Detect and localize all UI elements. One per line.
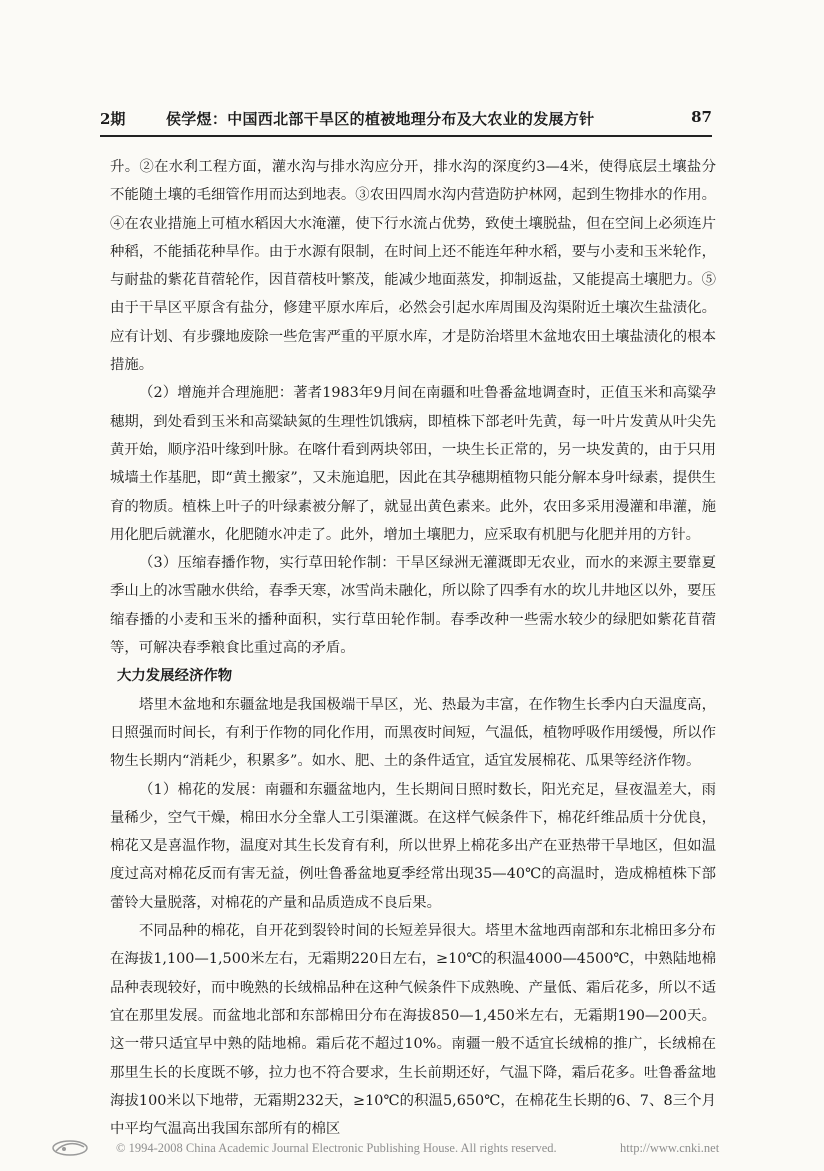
paragraph-fertilizer: （2）增施并合理施肥：著者1983年9月间在南疆和吐鲁番盆地调查时，正值玉米和高粱孕穗期，到处看到玉米和高粱缺氮的生理性饥饿病，即植株下部老叶先黄，每一叶片发黄从叶尖先黄开始，顺序沿叶缘到叶脉。在喀什看到两块邻田，一块生长正常的，另一块发黄的，由于只用城墙土作基肥，即“黄土搬家”，又未施追肥，因此在其孕穗期植物只能分解本身叶绿素，提供生育的物质。植株上叶子的叶绿素被分解了，就显出黄色素来。此外，农田多采用漫灌和串灌，施用化肥后就灌水，化肥随水冲走了。此外，增加土壤肥力，应采取有机肥与化肥并用的方针。 <box>110 385 716 543</box>
paragraph-economic-crops: 塔里木盆地和东疆盆地是我国极端干旱区，光、热最为丰富，在作物生长季内白天温度高，日照强而时间长，有利于作物的同化作用，而黑夜时间短，气温低，植物呼吸作用缓慢，所以作物生长期内“消耗少，积累多”。如水、肥、土的条件适宜，适宜发展棉花、瓜果等经济作物。 <box>110 696 716 770</box>
copyright-notice: © 1994-2008 China Academic Journal Electronic Publishing House. All rights reserved. <box>116 1141 557 1155</box>
paragraph-spring-crops: （3）压缩春播作物，实行草田轮作制：干旱区绿洲无灌溉即无农业，而水的来源主要靠夏季山上的冰雪融水供给，春季天寒，冰雪尚未融化，所以除了四季有水的坎儿井地区以外，要压缩春播的小麦和玉米的播种面积，实行草田轮作制。春季改种一些需水较少的绿肥如紫花苜蓿等，可解决春季粮食比重过高的矛盾。 <box>110 555 716 657</box>
article-title: 侯学煜：中国西北部干旱区的植被地理分布及大农业的发展方针 <box>166 110 595 128</box>
footer-url-link[interactable]: http://www.cnki.net <box>620 1141 720 1155</box>
issue-label: 2期 <box>100 110 126 128</box>
page-number: 87 <box>691 108 712 126</box>
section-heading: 大力发展经济作物 <box>117 667 233 685</box>
paragraph-cotton: （1）棉花的发展：南疆和东疆盆地内，生长期间日照时数长，阳光充足，昼夜温差大，雨量稀少，空气干燥，棉田水分全靠人工引渠灌溉。在这样气候条件下，棉花纤维品质十分优良，棉花又是喜温作物，温度对其生长发育有利，所以世界上棉花多出产在亚热带干旱地区，但如温度过高对棉花反而有害无益，例吐鲁番盆地夏季经常出现35—40℃的高温时，造成棉植株下部蕾铃大量脱落，对棉花的产量和品质造成不良后果。 <box>110 781 716 911</box>
publisher-logo-icon <box>50 1138 90 1158</box>
page-footer <box>0 1130 824 1164</box>
paragraph-continuation: 升。②在水利工程方面，灌水沟与排水沟应分开，排水沟的深度约3—4米，使得底层土壤盐分不能随土壤的毛细管作用而达到地表。③农田四周水沟内营造防护林网，起到生物排水的作用。④在农业措施上可植水稻因大水淹灌，使下行水流占优势，致使土壤脱盐，但在空间上必须连片种稻，不能插花种旱作。由于水源有限制，在时间上还不能连年种水稻，要与小麦和玉米轮作，与耐盐的紫花苜蓿轮作，因苜蓿枝叶繁茂，能减少地面蒸发，抑制返盐，又能提高土壤肥力。⑤由于干旱区平原含有盐分，修建平原水库后，必然会引起水库周围及沟渠附近土壤次生盐渍化。应有计划、有步骤地废除一些危害严重的平原水库，才是防治塔里木盆地农田土壤盐渍化的根本措施。 <box>110 159 716 374</box>
header-rule <box>100 135 712 137</box>
running-header <box>100 106 712 130</box>
paragraph-cotton-varieties: 不同品种的棉花，自开花到裂铃时间的长短差异很大。塔里木盆地西南部和东北棉田多分布在海拔1,100—1,500米左右，无霜期220日左右，≥10℃的积温4000—4500℃，中熟陆地棉品种表现较好，而中晚熟的长绒棉品种在这种气候条件下成熟晚、产量低、霜后花多，所以不适宜在那里发展。而盆地北部和东部棉田分布在海拔850—1,450米左右，无霜期190—200天。这一带只适宜早中熟的陆地棉。霜后花不超过10%。南疆一般不适宜长绒棉的推广，长绒棉在那里生长的长度既不够，拉力也不符合要求，生长前期还好，气温下降，霜后花多。吐鲁番盆地海拔100米以下地带，无霜期232天，≥10℃的积温5,650℃，在棉花生长期的6、7、8三个月中平均气温高出我国东部所有的棉区 <box>110 923 716 1138</box>
article-body <box>110 152 716 1143</box>
